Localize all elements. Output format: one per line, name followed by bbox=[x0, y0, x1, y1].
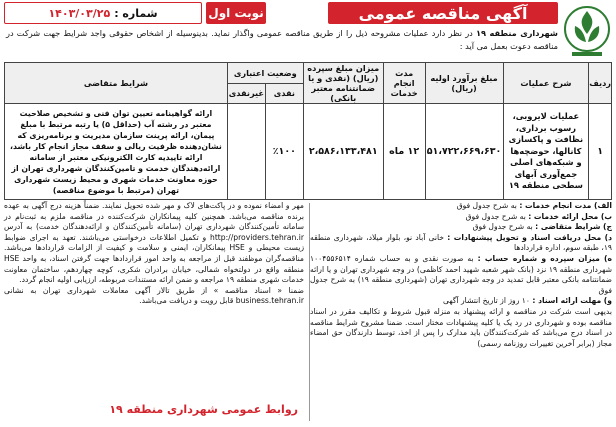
intro-text: در نظر دارد عملیات مشروحه ذیل را از طریق مناقصه عمومی واگذار نماید. بدینوسیله از اشخاص حقوقی واجد شرایط جهت شرکت در مناقصه دعوت بعمل می آید : bbox=[6, 28, 558, 51]
instructions-p1: مهر و امضاء نموده و در پاکت‌های لاک و مهر شده تحویل نمایند. ضمناً هزینه درج آگهی به عهده برنده مناقصه می‌باشد. همچنین کلیه پیمانکاران شرکت‌کننده در مناقصه ملزم به ثبت‌نام در سامانه تأمین‌کنندگان شهرداری تهران (سامانه تأمین‌کنندگان و ارائه‌دهندگان خدمت) به آدرس http://providers.tehran.ir و تکمیل اطلاعات درخواستی می‌باشند. تعهد به اجرای ضوابط زیست محیطی و HSE پیمانکاران، ایمنی و سلامت و کیفیت از الزامات قراردادها می‌باشد. مناقصه‌گران موظفند قبل از مراجعه به واحد امور قراردادها جهت گرفتن اسناد، به واحد HSE منطقه واقع در دولتخواه شمالی، خیابان برادران شکری، کوچه چهاردهم، ساختمان معاونت خدمات شهری منطقه ۱۹ مراجعه و ضمن ارائه مستندات مربوطه، ارزیابی اولیه انجام گردد. bbox=[4, 201, 305, 285]
row-deposit: ۲،۵۸۶،۱۳۳،۴۸۱ bbox=[303, 104, 383, 200]
intro-paragraph bbox=[6, 27, 558, 53]
intro-org: شهرداری منطقه ۱۹ bbox=[476, 28, 558, 38]
row-estimate: ۵۱،۷۲۲،۶۶۹،۶۳۰ bbox=[425, 104, 503, 200]
header bbox=[0, 0, 616, 62]
detail-b: ب) محل ارائه خدمات : به شرح جدول فوق bbox=[465, 211, 612, 221]
detail-e: ه) میزان سپرده و شماره حساب : به صورت نقدی و به حساب شماره ۱۰۰۴۵۵۶۵۱۴ شهرداری منطقه ۱۹ نزد (بانک شهر شعبه شهید احمد کاظمی) در وجه شهرداری تهران و یا ارائه ضمانتنامه بانکی معتبر قابل تمدید در وجه شهرداری تهران (شهرداری منطقه ۱۹) به شرح جدول فوق bbox=[310, 253, 612, 295]
header-estimate: مبلغ برآورد اولیه (ریال) bbox=[425, 63, 503, 104]
instructions-p2: ضمنا « اسناد مناقصه » از طریق تالار آگهی معاملات شهرداری تهران به نشانی business.tehran.ir قابل رویت و دریافت می‌باشد. bbox=[4, 285, 304, 306]
tehran-municipality-logo-icon bbox=[562, 4, 612, 58]
header-cash: نقدی bbox=[265, 83, 303, 104]
header-noncash: غیرنقدی bbox=[227, 83, 265, 104]
header-conditions: شرایط متقاضی bbox=[5, 63, 228, 104]
header-credit: وضعیت اعتباری bbox=[227, 63, 303, 84]
notice-round-badge: نوبت اول bbox=[206, 2, 266, 24]
public-relations-signature: روابط عمومی شهرداری منطقه ۱۹ bbox=[109, 402, 298, 416]
row-conditions: ارائه گواهینامه تعیین توان فنی و تشخیص صلاحیت معتبر در رشته آب (حداقل ۵) یا رتبه مرتبط با مبلغ پیمان، ارائه پرینت سازمان مدیریت و برنامه‌ریزی که نشان‌دهنده ظرفیت ریالی و سقف مجاز انجام کار باشد، ارائه تاییدیه کارت الکترونیکی معتبر از سامانه ارائه‌دهندگان خدمت و تامین‌کنندگان شهرداری تهران از حوزه معاونت خدمات شهری و محیط زیست شهرداری تهران (مرتبط با موضوع مناقصه) bbox=[5, 104, 228, 200]
detail-f: و) مهلت ارائه اسناد : ۱۰ روز از تاریخ انتشار آگهی bbox=[443, 296, 612, 306]
business-link[interactable]: business.tehran.ir bbox=[235, 296, 304, 306]
detail-d: د) محل دریافت اسناد و تحویل پیشنهادات : خانی آباد نو، بلوار میلاد، شهرداری منطقه ۱۹، طبقه سوم، اداره قراردادها bbox=[310, 232, 612, 253]
notice-number bbox=[4, 2, 202, 24]
table-row bbox=[5, 104, 612, 200]
detail-g: بدیهی است شرکت در مناقصه و ارائه پیشنهاد به منزله قبول شروط و تکالیف مقرر در اسناد مناقصه بوده و شهرداری در رد یک یا کلیه پیشنهادات مختار است. ضمنا مشروح شرایط مناقصه در اسناد درج می‌باشد که شرکت‌کنندگان باید مدارک را پس از اخذ، توسط دارندگان حق امضاء مجاز (برابر آخرین تغییرات روزنامه رسمی) bbox=[310, 306, 612, 348]
notice-number-value: ۱۴۰۳/۰۳/۲۵ bbox=[48, 6, 111, 20]
tender-table bbox=[4, 62, 612, 200]
row-duration: ۱۲ ماه bbox=[383, 104, 425, 200]
row-cash: ٪۱۰۰ bbox=[265, 104, 303, 200]
notice-number-label: شماره : bbox=[114, 6, 158, 20]
providers-link[interactable]: http://providers.tehran.ir bbox=[210, 232, 304, 242]
footer bbox=[4, 398, 304, 420]
row-noncash bbox=[227, 104, 265, 200]
header-deposit: میزان مبلغ سپرده (ریال) (نقدی و یا ضمانتنامه معتبر بانکی) bbox=[303, 63, 383, 104]
header-row: ردیف bbox=[589, 63, 612, 104]
column-divider bbox=[309, 203, 310, 421]
header-duration: مدت انجام خدمات bbox=[383, 63, 425, 104]
instructions-column bbox=[4, 201, 304, 307]
details-column bbox=[310, 201, 612, 349]
header-description: شرح عملیات bbox=[503, 63, 589, 104]
row-number: ۱ bbox=[589, 104, 612, 200]
row-description: عملیات لایروبی، رسوب برداری، نظافت و پاکسازی کانالها، حوضچه‌ها و شبکه‌های اصلی جمع‌آوری آبهای سطحی منطقه ۱۹ bbox=[503, 104, 589, 200]
detail-a: الف) مدت انجام خدمات : به شرح جدول فوق bbox=[456, 201, 612, 210]
detail-c: ج) شرایط متقاضی : به شرح جدول فوق bbox=[472, 222, 612, 232]
notice-title: آگهی مناقصه عمومی bbox=[328, 2, 558, 24]
